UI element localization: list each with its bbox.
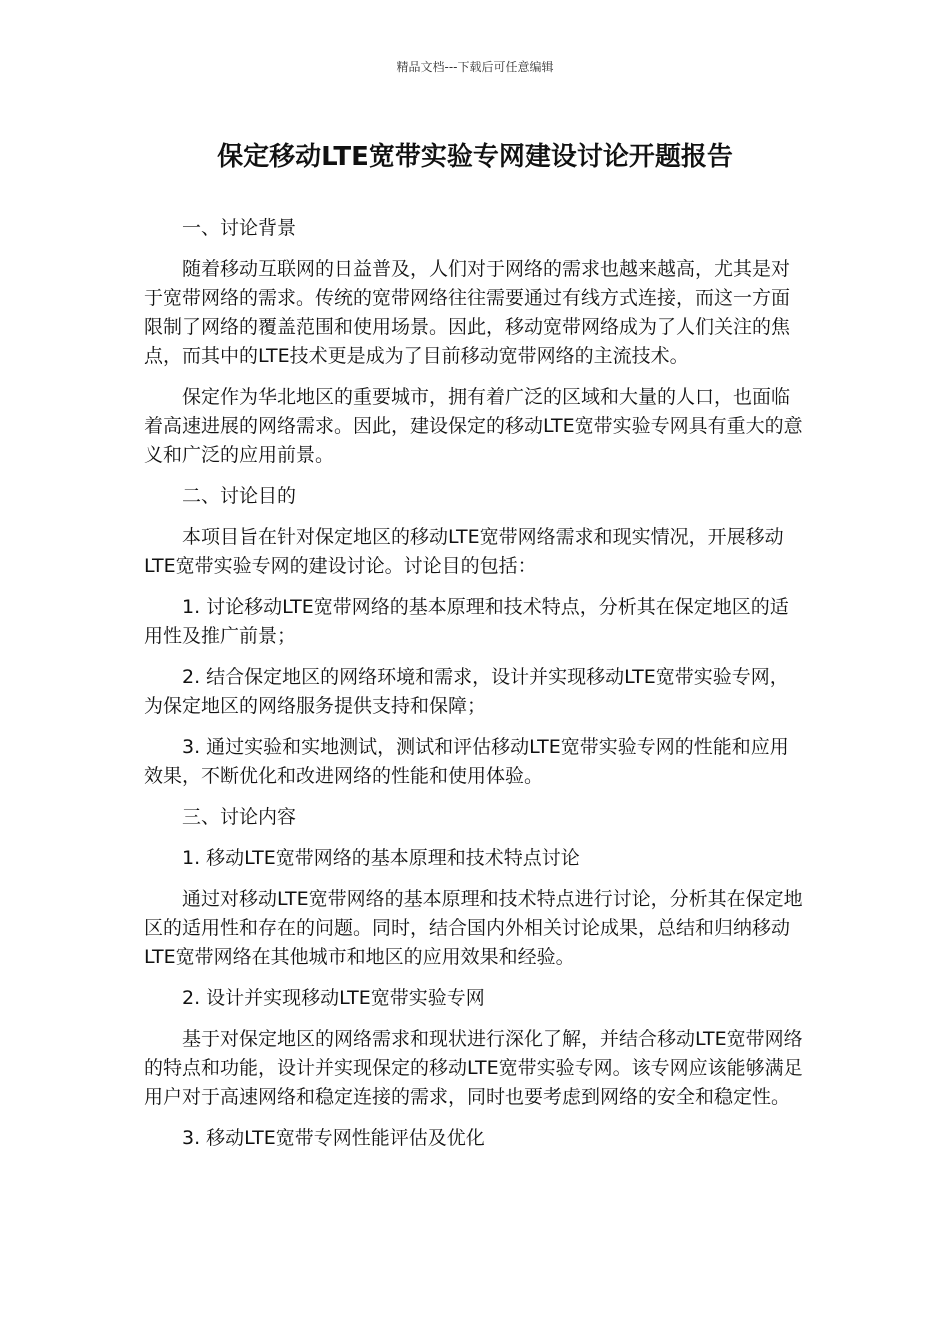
paragraph: 基于对保定地区的网络需求和现状进行深化了解，并结合移动LTE宽带网络的特点和功能，设计并实现保定的移动LTE宽带实验专网。该专网应该能够满足用户对于高速网络和稳定连接的需求，同时也要考虑到网络的安全和稳定性。 — [144, 1028, 803, 1108]
paragraph: 通过对移动LTE宽带网络的基本原理和技术特点进行讨论，分析其在保定地区的适用性和存在的问题。同时，结合国内外相关讨论成果，总结和归纳移动LTE宽带网络在其他城市和地区的应用效果和经验。 — [144, 888, 803, 968]
subsection-heading: 2. 设计并实现移动LTE宽带实验专网 — [182, 987, 485, 1009]
page-header: 精品文档---下载后可任意编辑 — [396, 60, 554, 74]
list-item: 2. 结合保定地区的网络环境和需求，设计并实现移动LTE宽带实验专网，为保定地区的网络服务提供支持和保障； — [144, 666, 789, 717]
subsection-heading: 1. 移动LTE宽带网络的基本原理和技术特点讨论 — [182, 847, 580, 869]
list-item: 1. 讨论移动LTE宽带网络的基本原理和技术特点，分析其在保定地区的适用性及推广前景； — [144, 596, 789, 647]
document-body — [144, 214, 806, 1165]
paragraph: 本项目旨在针对保定地区的移动LTE宽带网络需求和现实情况，开展移动LTE宽带实验专网的建设讨论。讨论目的包括： — [144, 526, 784, 577]
subsection-heading: 3. 移动LTE宽带专网性能评估及优化 — [182, 1127, 485, 1149]
section-heading-background: 一、讨论背景 — [182, 217, 297, 239]
paragraph: 保定作为华北地区的重要城市，拥有着广泛的区域和大量的人口，也面临着高速进展的网络需求。因此，建设保定的移动LTE宽带实验专网具有重大的意义和广泛的应用前景。 — [144, 386, 803, 466]
section-heading-purpose: 二、讨论目的 — [182, 485, 297, 507]
document-title: 保定移动LTE宽带实验专网建设讨论开题报告 — [217, 142, 733, 172]
list-item: 3. 通过实验和实地测试，测试和评估移动LTE宽带实验专网的性能和应用效果，不断优化和改进网络的性能和使用体验。 — [144, 736, 789, 787]
paragraph: 随着移动互联网的日益普及，人们对于网络的需求也越来越高，尤其是对于宽带网络的需求。传统的宽带网络往往需要通过有线方式连接，而这一方面限制了网络的覆盖范围和使用场景。因此，移动宽带网络成为了人们关注的焦点，而其中的LTE技术更是成为了目前移动宽带网络的主流技术。 — [144, 258, 791, 367]
section-heading-content: 三、讨论内容 — [182, 806, 297, 828]
